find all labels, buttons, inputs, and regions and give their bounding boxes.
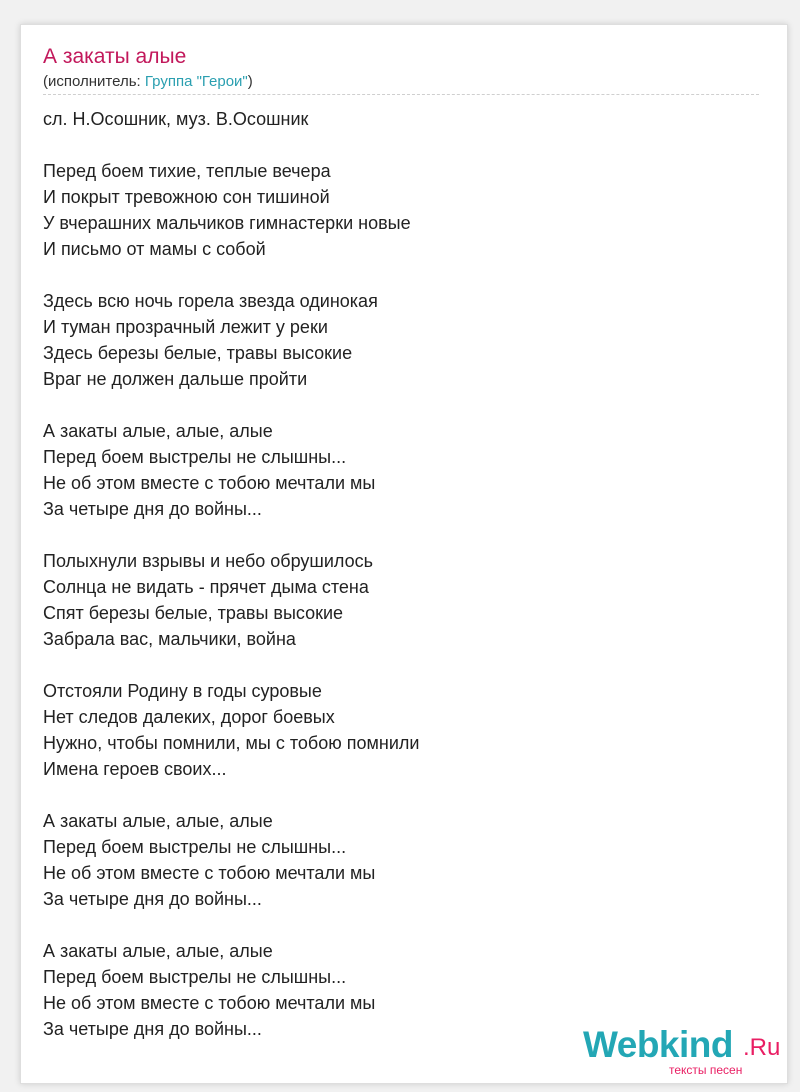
logo-domain: .Ru [743,1034,781,1061]
lyric-stanza [43,808,763,912]
lyric-line: Имена героев своих... [43,759,227,779]
lyric-line: Отстояли Родину в годы суровые [43,681,322,701]
lyric-stanza [43,158,763,262]
lyric-stanza [43,548,763,652]
lyric-line: Перед боем тихие, теплые вечера [43,161,331,181]
lyrics-card [20,24,788,1084]
lyric-line: Перед боем выстрелы не слышны... [43,447,347,467]
lyric-line: Нужно, чтобы помнили, мы с тобою помнили [43,733,420,753]
logo-wordmark: Webkind [583,1024,733,1065]
lyric-line: А закаты алые, алые, алые [43,421,273,441]
lyric-line: Перед боем выстрелы не слышны... [43,967,347,987]
lyric-line: За четыре дня до войны... [43,889,262,909]
lyric-line: Здесь всю ночь горела звезда одинокая [43,291,378,311]
lyric-line: Забрала вас, мальчики, война [43,629,296,649]
site-logo[interactable] [583,1025,793,1075]
logo-subtitle: тексты песен [669,1063,743,1077]
lyric-stanza [43,288,763,392]
artist-link[interactable]: Группа "Герои" [144,73,248,90]
lyric-line: Не об этом вместе с тобою мечтали мы [43,863,376,883]
artist-suffix: ) [247,73,253,90]
lyric-line: Полыхнули взрывы и небо обрушилось [43,551,374,571]
lyric-line: Перед боем выстрелы не слышны... [43,837,347,857]
lyric-line: И туман прозрачный лежит у реки [43,317,328,337]
lyric-line: За четыре дня до войны... [43,1019,262,1039]
lyric-line: За четыре дня до войны... [43,499,262,519]
lyrics-body [43,106,763,1042]
lyric-line: Здесь березы белые, травы высокие [43,343,353,363]
artist-prefix: (исполнитель: [43,73,145,90]
lyric-line: А закаты алые, алые, алые [43,811,273,831]
lyric-line: Солнца не видать - прячет дыма стена [43,577,369,597]
credits-line: сл. Н.Осошник, муз. В.Осошник [43,109,309,129]
credits-stanza [43,106,763,132]
lyric-line: А закаты алые, алые, алые [43,941,273,961]
lyric-line: У вчерашних мальчиков гимнастерки новые [43,213,411,233]
lyric-line: Нет следов далеких, дорог боевых [43,707,335,727]
lyric-stanza [43,418,763,522]
lyric-line: Враг не должен дальше пройти [43,369,308,389]
lyric-line: И письмо от мамы с собой [43,239,266,259]
artist-line [43,73,253,91]
lyric-line: Не об этом вместе с тобою мечтали мы [43,993,376,1013]
lyric-stanza [43,678,763,782]
lyric-line: И покрыт тревожною сон тишиной [43,187,330,207]
song-title: А закаты алые [43,45,187,68]
divider [43,94,759,95]
lyric-line: Не об этом вместе с тобою мечтали мы [43,473,376,493]
lyric-line: Спят березы белые, травы высокие [43,603,344,623]
